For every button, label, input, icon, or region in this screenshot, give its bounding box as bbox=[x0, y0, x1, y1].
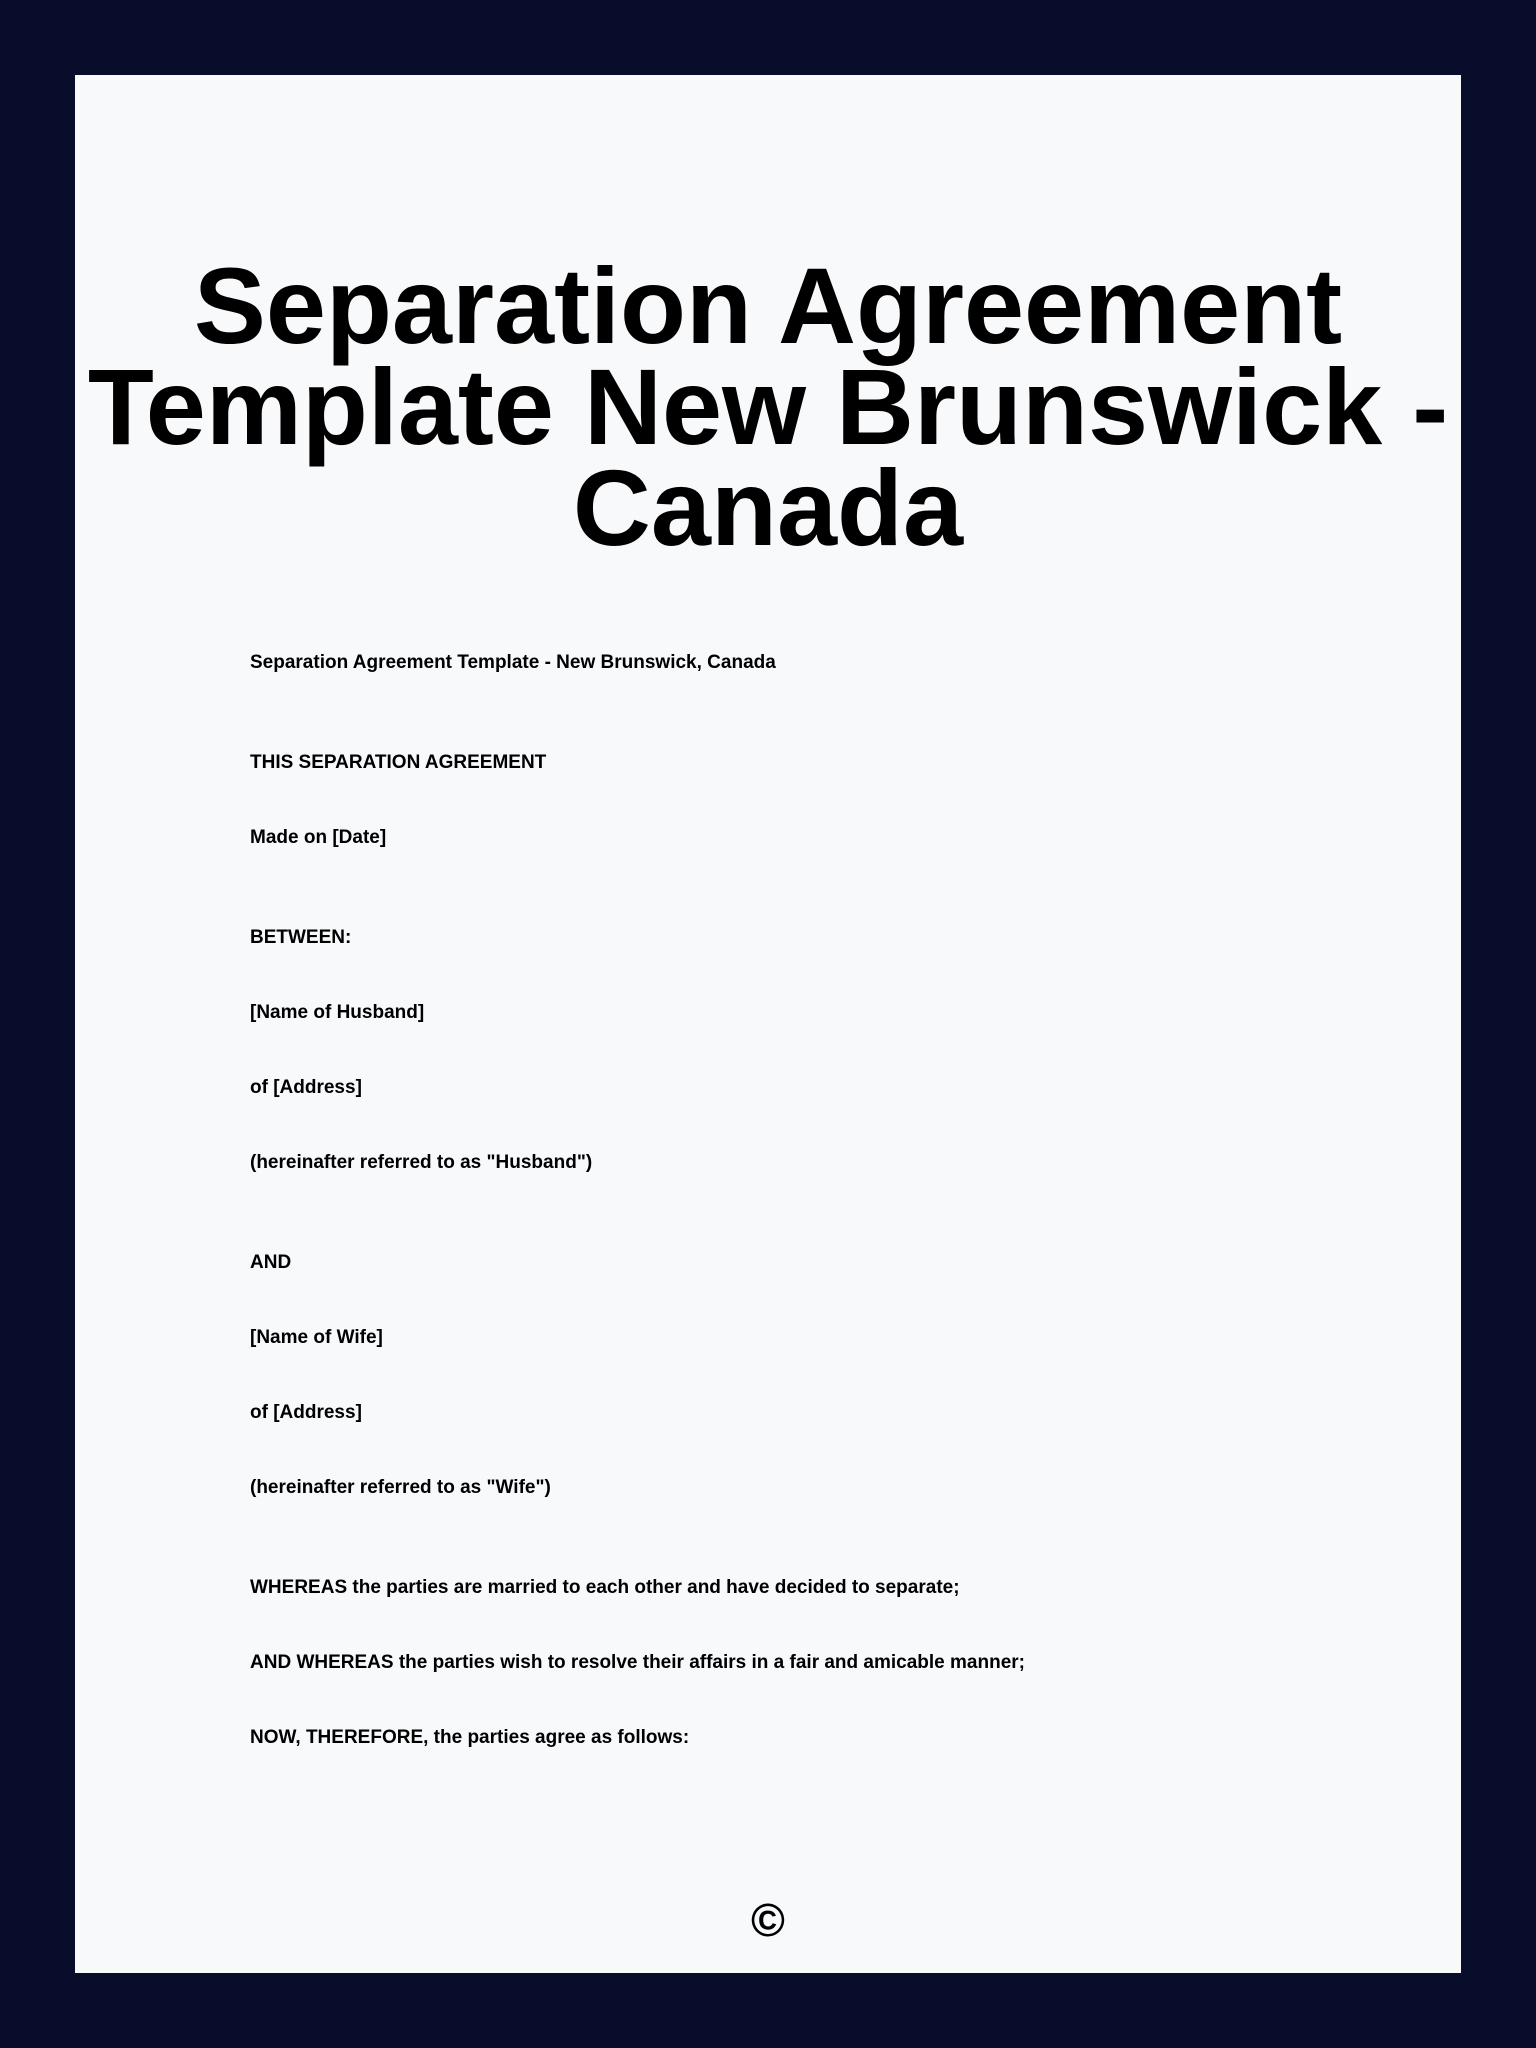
wife-name: [Name of Wife] bbox=[250, 1327, 383, 1348]
copyright-icon: © bbox=[751, 1894, 785, 1946]
husband-reference: (hereinafter referred to as "Husband") bbox=[250, 1152, 593, 1173]
husband-name: [Name of Husband] bbox=[250, 1002, 425, 1023]
title-line-2: Template New Brunswick - bbox=[87, 346, 1449, 467]
made-on-date: Made on [Date] bbox=[250, 827, 387, 848]
between-label: BETWEEN: bbox=[250, 927, 352, 948]
and-label: AND bbox=[250, 1252, 292, 1273]
title-line-3: Canada bbox=[572, 447, 964, 568]
wife-address: of [Address] bbox=[250, 1402, 362, 1423]
whereas-clause-1: WHEREAS the parties are married to each other and have decided to separate; bbox=[250, 1577, 960, 1598]
now-therefore-clause: NOW, THEREFORE, the parties agree as follows: bbox=[250, 1727, 690, 1748]
whereas-clause-2: AND WHEREAS the parties wish to resolve their affairs in a fair and amicable manner; bbox=[250, 1652, 1025, 1673]
wife-reference: (hereinafter referred to as "Wife") bbox=[250, 1477, 551, 1498]
husband-address: of [Address] bbox=[250, 1077, 362, 1098]
title-line-1: Separation Agreement bbox=[193, 245, 1343, 366]
document-page bbox=[75, 75, 1461, 1973]
document-title bbox=[75, 245, 1461, 568]
document-subtitle: Separation Agreement Template - New Brunswick, Canada bbox=[250, 652, 776, 673]
agreement-heading: THIS SEPARATION AGREEMENT bbox=[250, 752, 547, 773]
